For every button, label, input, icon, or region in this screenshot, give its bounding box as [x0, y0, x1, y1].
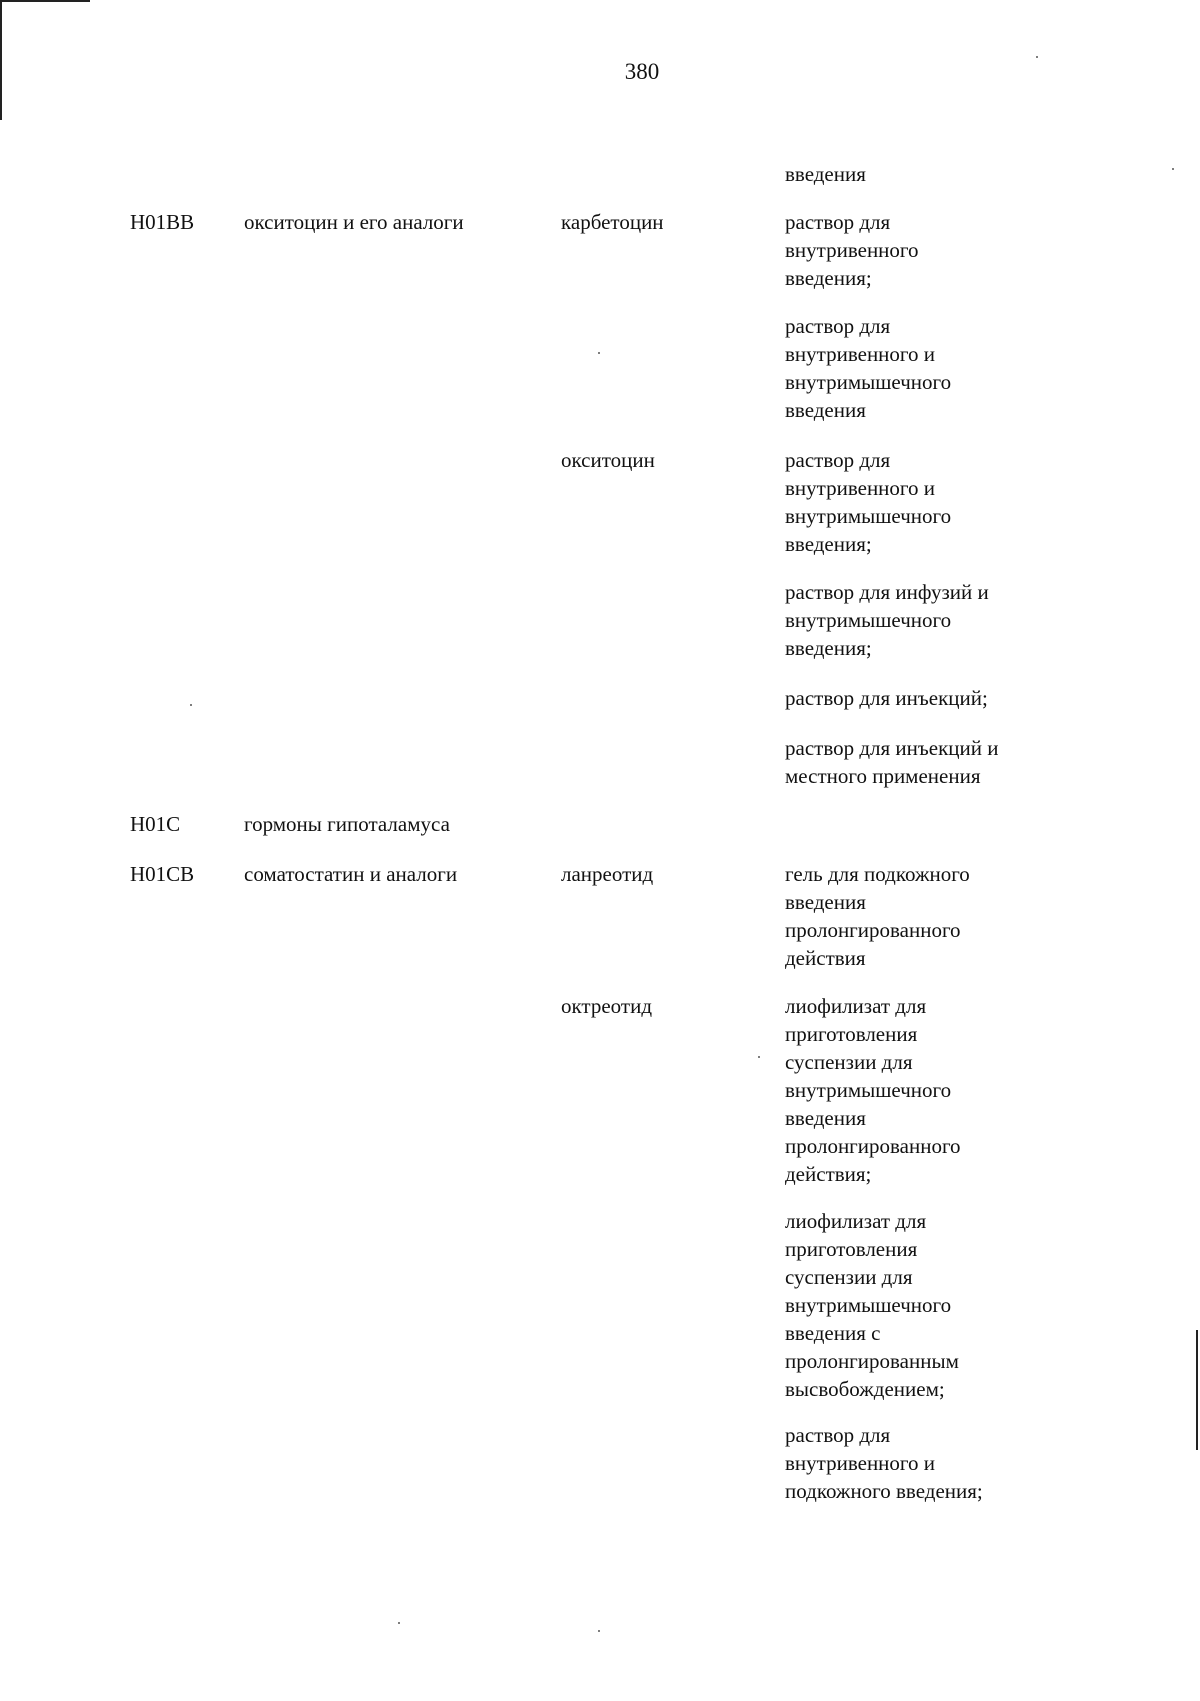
- form-cell: введения: [785, 162, 866, 186]
- scan-speck: [398, 1622, 400, 1624]
- drug-name-cell: окситоцин: [561, 448, 655, 472]
- scan-speck: [598, 352, 600, 354]
- drug-name-cell: карбетоцин: [561, 210, 664, 234]
- group-name-cell: окситоцин и его аналоги: [244, 210, 464, 234]
- drug-name-cell: ланреотид: [561, 862, 654, 886]
- form-cell: раствор для инфузий и внутримышечного введения;: [785, 580, 989, 660]
- form-cell: лиофилизат для приготовления суспензии для внутримышечного введения пролонгированного действия;: [785, 994, 961, 1186]
- form-cell: гель для подкожного введения пролонгированного действия: [785, 862, 970, 970]
- form-cell: раствор для внутривенного и подкожного введения;: [785, 1423, 983, 1503]
- form-cell: раствор для внутривенного введения;: [785, 210, 919, 290]
- scan-edge-mark-right: [1196, 1330, 1198, 1450]
- form-cell: раствор для инъекций и местного применения: [785, 736, 999, 788]
- atc-code-cell: H01CB: [130, 862, 195, 886]
- atc-code-cell: H01BB: [130, 210, 195, 234]
- form-cell: раствор для внутривенного и внутримышечного введения: [785, 314, 952, 422]
- scan-speck: [1036, 56, 1038, 58]
- scan-speck: [1172, 168, 1174, 170]
- scan-speck: [758, 1056, 760, 1058]
- scan-edge-mark-top: [0, 0, 90, 2]
- page-number: 380: [624, 59, 660, 84]
- scan-speck: [598, 1630, 600, 1632]
- form-cell: лиофилизат для приготовления суспензии для внутримышечного введения с пролонгированным высвобождением;: [785, 1209, 959, 1401]
- form-cell: раствор для инъекций;: [785, 686, 988, 710]
- drug-name-cell: октреотид: [561, 994, 653, 1018]
- group-name-cell: соматостатин и аналоги: [244, 862, 458, 886]
- form-cell: раствор для внутривенного и внутримышечного введения;: [785, 448, 952, 556]
- scan-speck: [190, 704, 192, 706]
- group-name-cell: гормоны гипоталамуса: [244, 812, 450, 836]
- atc-code-cell: H01C: [130, 812, 181, 836]
